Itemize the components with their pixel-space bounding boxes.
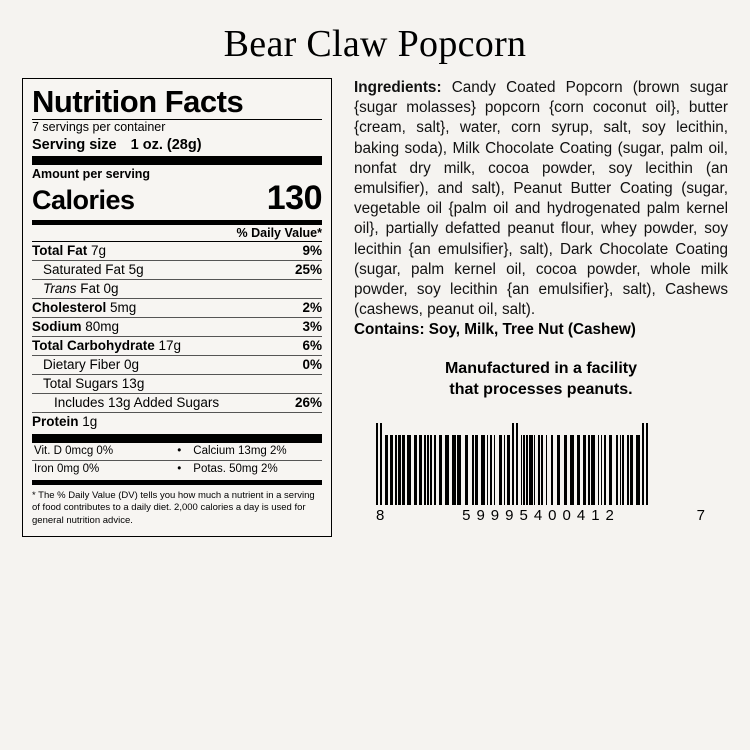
micronutrient-left: Vit. D 0mcg 0% — [34, 445, 114, 458]
nutrient-name: Total Sugars — [43, 376, 119, 392]
barcode — [376, 423, 706, 524]
nutrient-row — [32, 356, 322, 374]
nutrient-daily-value: 26% — [294, 395, 322, 411]
calories-row — [32, 179, 322, 218]
nutrient-name: Sodium — [32, 319, 82, 335]
nutrient-name: Saturated Fat — [43, 262, 125, 278]
ingredients-text: Candy Coated Popcorn (brown sugar {sugar molasses} popcorn {corn coconut oil}, butter {cream, salt}, water, corn syrup, salt, soy lecithin, baking soda), Milk Chocolate Coating (sugar, palm oil, nonfat dry milk, cocoa powder, soy lecithin (an emulsifier), and salt), Peanut Butter Coating (sugar, vegetable oil {palm oil and hydrogenated palm kernel oil}, partially defatted peanut flour, whey powder, soy lecithin {an emulsifier}, salt), Dark Chocolate Coating (sugar, palm kernel oil, cocoa powder, whole milk powder, soy lecithin {an emulsifier}, salt), Cashews (cashews, peanut oil, salt). — [354, 79, 728, 319]
contains-allergens: Contains: Soy, Milk, Tree Nut (Cashew) — [354, 321, 636, 339]
nutrient-daily-value: 9% — [302, 243, 322, 259]
nutrient-row — [32, 299, 322, 317]
nutrient-daily-value: 0% — [302, 357, 322, 373]
nutrient-name: Total Carbohydrate — [32, 338, 155, 354]
nutrient-label: Dietary Fiber 0g — [43, 357, 140, 373]
barcode-area — [354, 423, 728, 524]
micronutrient-row — [32, 443, 322, 460]
nutrient-label — [54, 395, 219, 410]
nutrient-label: Cholesterol 5mg — [32, 300, 137, 316]
barcode-digit-left: 8 — [376, 506, 386, 524]
serving-size-row — [32, 137, 322, 153]
nutrient-label: Trans Fat 0g — [43, 281, 119, 297]
ingredients-block — [354, 78, 728, 320]
barcode-digits-middle: 59995400412 — [462, 506, 620, 524]
nutrient-daily-value: 2% — [302, 300, 322, 316]
nutrient-label: Total Carbohydrate 17g — [32, 338, 182, 354]
micronutrient-rows — [32, 443, 322, 478]
nutrient-label: Saturated Fat 5g — [43, 262, 144, 278]
calories-value: 130 — [266, 178, 322, 217]
nutrient-label: Total Fat 7g — [32, 243, 107, 259]
nutrient-rows — [32, 242, 322, 431]
ingredients-column — [332, 78, 728, 537]
nutrient-daily-value: 25% — [294, 262, 322, 278]
nutrient-daily-value: 6% — [302, 338, 322, 354]
barcode-digits — [376, 507, 706, 524]
micronutrient-left: Iron 0mg 0% — [34, 463, 100, 476]
nutrient-row — [32, 337, 322, 355]
manufactured-statement — [354, 359, 728, 401]
amount-per-serving-label: Amount per serving — [32, 166, 151, 181]
micronutrient-right: Calcium 13mg 2% — [193, 445, 287, 458]
ingredients-heading: Ingredients: — [354, 79, 442, 96]
nutrient-name: Cholesterol — [32, 300, 107, 316]
nutrient-row — [32, 394, 322, 412]
nutrient-row — [32, 413, 322, 431]
daily-value-header: % Daily Value* — [236, 225, 322, 240]
nutrition-facts-column — [22, 78, 332, 537]
nutrition-facts-title: Nutrition Facts — [32, 84, 244, 119]
barcode-digit-right: 7 — [696, 506, 706, 524]
calories-label: Calories — [32, 184, 135, 215]
page-title: Bear Claw Popcorn — [223, 23, 527, 65]
divider-thick — [32, 434, 322, 443]
micronutrient-row — [32, 461, 322, 478]
barcode-bars — [376, 423, 706, 505]
nutrient-row — [32, 318, 322, 336]
manufactured-line-2: that processes peanuts. — [449, 381, 633, 399]
nutrient-name: Includes 13g Added Sugars — [54, 395, 220, 411]
nutrient-name: Total Fat — [32, 243, 88, 259]
servings-per-container: 7 servings per container — [32, 120, 166, 134]
nutrient-label: Total Sugars 13g — [43, 376, 145, 392]
serving-size-value: 1 oz. (28g) — [130, 136, 202, 153]
nutrient-label-italic: Trans — [43, 281, 77, 297]
serving-size-label: Serving size — [32, 136, 117, 153]
nutrition-facts-panel — [22, 78, 332, 537]
barcode-bar — [646, 423, 648, 505]
separator-dot-icon: • — [177, 463, 182, 476]
daily-value-footnote: * The % Daily Value (DV) tells you how much a nutrient in a serving of food contributes to a daily diet. 2,000 calories a day is used for general nutrition advice. — [32, 489, 315, 527]
micronutrient-right: Potas. 50mg 2% — [193, 463, 278, 476]
divider-medium — [32, 480, 322, 485]
divider-thick — [32, 156, 322, 165]
manufactured-line-1: Manufactured in a facility — [444, 360, 638, 378]
nutrient-label: Protein 1g — [32, 414, 98, 430]
nutrient-row — [32, 280, 322, 298]
separator-dot-icon: • — [177, 445, 182, 458]
nutrient-row — [32, 375, 322, 393]
nutrient-daily-value: 3% — [302, 319, 322, 335]
nutrient-row — [32, 261, 322, 279]
label-content — [0, 66, 750, 537]
nutrient-name: Dietary Fiber — [43, 357, 121, 373]
nutrient-row — [32, 242, 322, 260]
nutrient-name: Protein — [32, 414, 79, 430]
nutrient-label: Sodium 80mg — [32, 319, 120, 335]
